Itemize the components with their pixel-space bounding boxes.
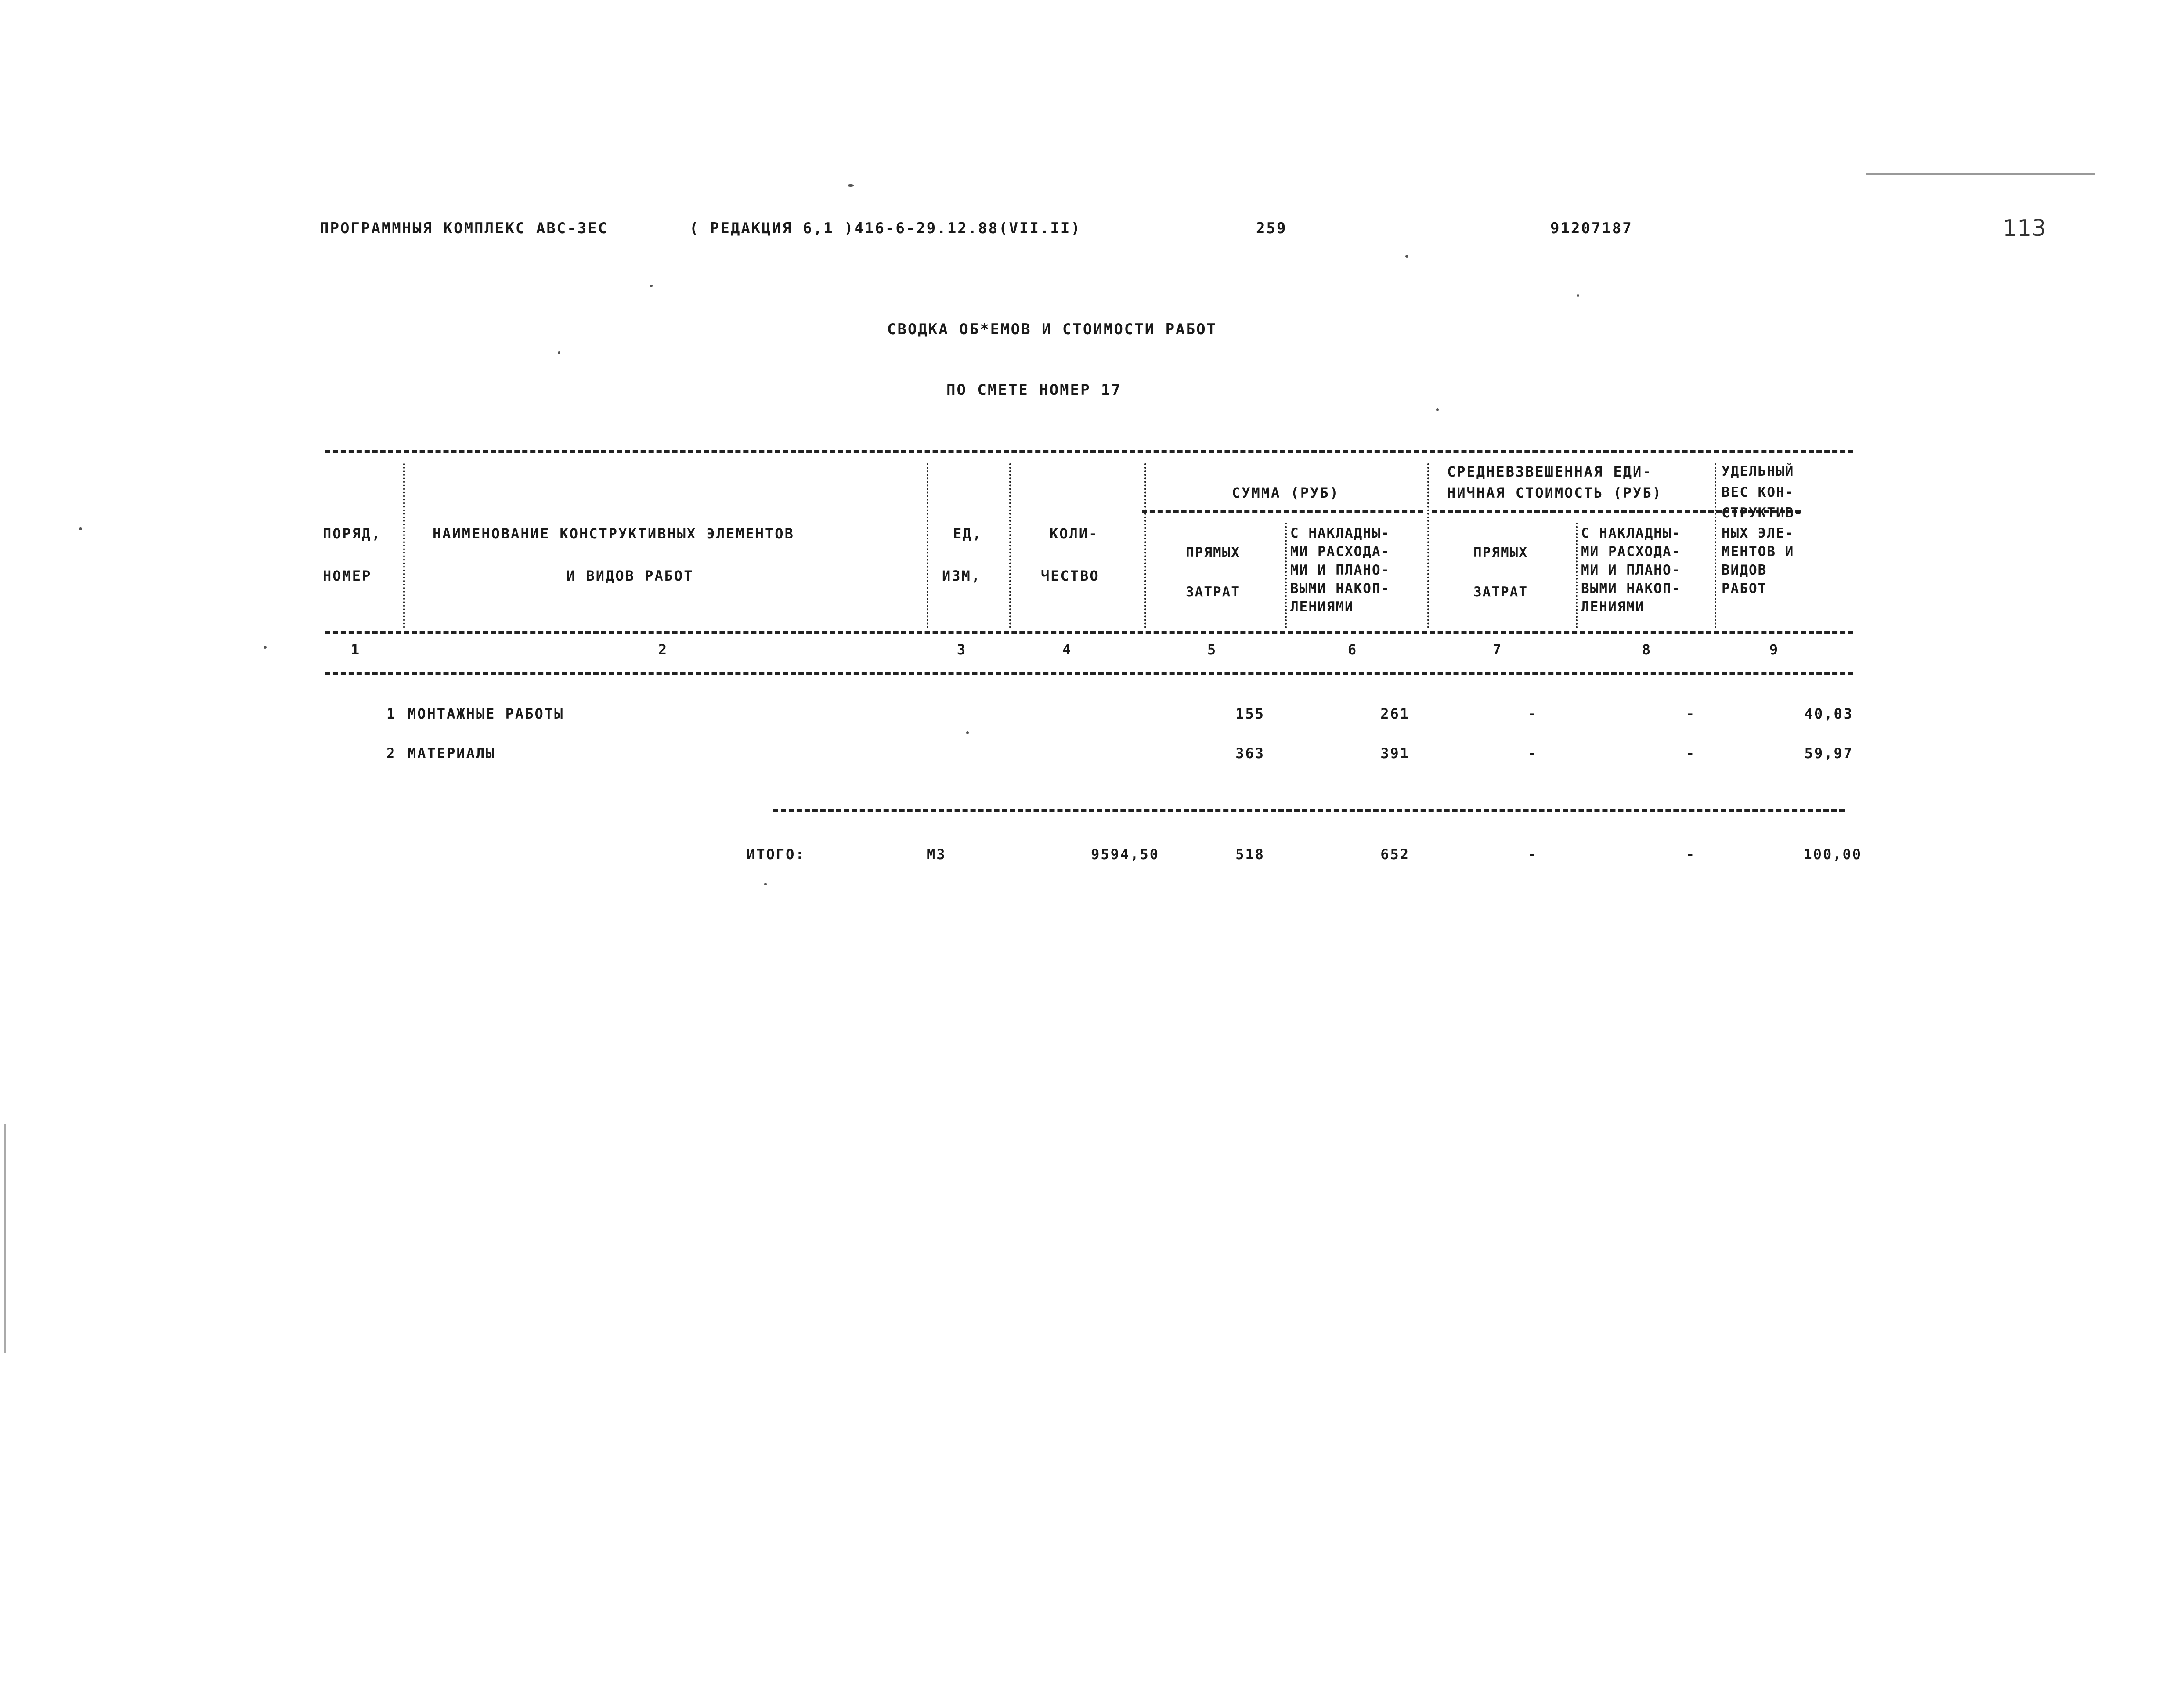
row-direct-cost: 155: [1235, 705, 1265, 722]
colnum-5: 5: [1207, 641, 1217, 658]
row-overhead-cost: 391: [1380, 745, 1410, 762]
document-code: 91207187: [1550, 220, 1633, 237]
col-sep-5: [1285, 523, 1287, 628]
col-sep-8: [1715, 463, 1716, 628]
page-number: 259: [1256, 220, 1287, 237]
scan-speck: [558, 351, 560, 354]
col8-header-line2: МИ РАСХОДА-: [1581, 544, 1681, 560]
row-share: 40,03: [1804, 705, 1853, 722]
col8-header-line1: С НАКЛАДНЫ-: [1581, 525, 1681, 541]
total-label: ИТОГО:: [747, 846, 805, 863]
col-sep-6: [1427, 463, 1429, 628]
col3-header-line1: ЕД,: [953, 525, 982, 542]
header-bottom-rule: [325, 631, 1853, 634]
report-subtitle: ПО СМЕТЕ НОМЕР 17: [946, 381, 1122, 399]
col6-header-line2: МИ РАСХОДА-: [1290, 544, 1390, 560]
col-sep-2: [927, 463, 928, 628]
colnum-4: 4: [1062, 641, 1072, 658]
col8-header-line3: МИ И ПЛАНО-: [1581, 562, 1681, 578]
col1-header-line1: ПОРЯД,: [323, 525, 382, 542]
total-quantity: 9594,50: [1091, 846, 1159, 863]
row-number: 1: [386, 705, 397, 722]
scan-speck: [79, 527, 82, 530]
total-direct-cost: 518: [1235, 846, 1265, 863]
colnum-1: 1: [350, 641, 361, 658]
row-avg-direct: -: [1527, 705, 1538, 722]
col-sep-3: [1009, 463, 1011, 628]
avg-group-header-line1: СРЕДНЕВЗВЕШЕННАЯ ЕДИ-: [1447, 463, 1653, 480]
col6-header-line1: С НАКЛАДНЫ-: [1290, 525, 1390, 541]
total-avg-overhead: -: [1686, 846, 1696, 863]
col5-header-line1: ПРЯМЫХ: [1186, 545, 1240, 560]
scan-speck: [650, 285, 653, 287]
total-overhead-cost: 652: [1380, 846, 1410, 863]
col4-header-line1: КОЛИ-: [1050, 525, 1099, 542]
column-number-rule: [325, 672, 1853, 675]
sum-group-header: СУММА (РУБ): [1232, 484, 1339, 501]
row-share: 59,97: [1804, 745, 1853, 762]
colnum-9: 9: [1769, 641, 1780, 658]
col1-header-line2: НОМЕР: [323, 567, 372, 584]
row-number: 2: [386, 745, 397, 762]
col8-header-line5: ЛЕНИЯМИ: [1581, 599, 1645, 615]
col-sep-4: [1144, 463, 1146, 628]
col4-header-line2: ЧЕСТВО: [1041, 567, 1100, 584]
col9-header-line1: УДЕЛЬНЫЙ: [1722, 463, 1794, 479]
row-avg-direct: -: [1527, 745, 1538, 762]
col7-header-line1: ПРЯМЫХ: [1473, 545, 1528, 560]
colnum-8: 8: [1642, 641, 1652, 658]
row-name: МОНТАЖНЫЕ РАБОТЫ: [408, 705, 564, 722]
program-name: ПРОГРАММНЫЯ КОМПЛЕКС АВС-ЗЕС: [320, 220, 609, 237]
col6-header-line3: МИ И ПЛАНО-: [1290, 562, 1390, 578]
col9-header-line6: ВИДОВ: [1722, 562, 1767, 578]
sum-group-rule: [1142, 510, 1423, 513]
row-overhead-cost: 261: [1380, 705, 1410, 722]
col6-header-line4: ВЫМИ НАКОП-: [1290, 581, 1390, 596]
col5-header-line2: ЗАТРАТ: [1186, 584, 1240, 600]
row-avg-overhead: -: [1686, 745, 1696, 762]
col2-header-line2: И ВИДОВ РАБОТ: [567, 567, 694, 584]
scan-speck: [848, 184, 854, 187]
colnum-3: 3: [957, 641, 967, 658]
colnum-2: 2: [658, 641, 668, 658]
col-sep-1: [403, 463, 405, 628]
scan-speck: [1436, 408, 1439, 411]
col6-header-line5: ЛЕНИЯМИ: [1290, 599, 1354, 615]
col9-header-line3: СТРУКТИВ-: [1722, 505, 1803, 521]
scan-speck: [764, 883, 767, 885]
report-title: СВОДКА ОБ*ЕМОВ И СТОИМОСТИ РАБОТ: [887, 321, 1217, 338]
col2-header-line1: НАИМЕНОВАНИЕ КОНСТРУКТИВНЫХ ЭЛЕМЕНТОВ: [433, 525, 794, 542]
colnum-6: 6: [1347, 641, 1358, 658]
scan-speck: [966, 731, 969, 734]
table-top-rule: [325, 450, 1853, 453]
col3-header-line2: ИЗМ,: [942, 567, 982, 584]
scan-edge-mark: [4, 1124, 6, 1353]
colnum-7: 7: [1492, 641, 1503, 658]
scan-speck: [1405, 255, 1408, 258]
edition-info: ( РЕДАКЦИЯ 6,1 )416-6-29.12.88(VII.II): [689, 220, 1081, 237]
total-share: 100,00: [1803, 846, 1862, 863]
row-name: МАТЕРИАЛЫ: [408, 745, 496, 762]
row-direct-cost: 363: [1235, 745, 1265, 762]
col9-header-line7: РАБОТ: [1722, 581, 1767, 596]
col9-header-line5: МЕНТОВ И: [1722, 544, 1794, 560]
col9-header-line4: НЫХ ЭЛЕ-: [1722, 525, 1794, 541]
col9-header-line2: ВЕС КОН-: [1722, 484, 1794, 500]
handwritten-page-number: 113: [2003, 215, 2047, 242]
col7-header-line2: ЗАТРАТ: [1473, 584, 1528, 600]
col-sep-7: [1576, 523, 1578, 628]
scan-speck: [1577, 294, 1579, 297]
total-avg-direct: -: [1527, 846, 1538, 863]
row-avg-overhead: -: [1686, 705, 1696, 722]
total-unit: М3: [927, 846, 946, 863]
scan-speck: [264, 646, 267, 649]
scan-edge-mark: [1866, 173, 2095, 175]
col8-header-line4: ВЫМИ НАКОП-: [1581, 581, 1681, 596]
total-rule: [773, 809, 1845, 812]
avg-group-header-line2: НИЧНАЯ СТОИМОСТЬ (РУБ): [1447, 484, 1662, 501]
